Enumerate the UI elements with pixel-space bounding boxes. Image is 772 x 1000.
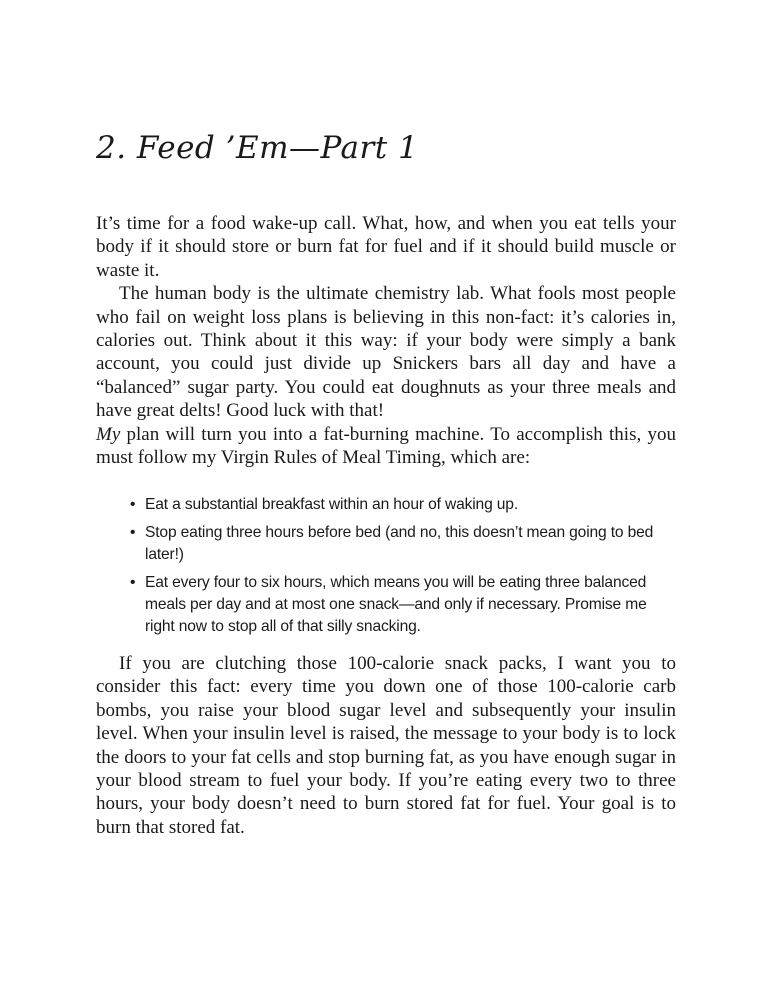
closing-section (96, 652, 676, 839)
intro-paragraph-3-text: plan will turn you into a fat-burning machine. To accomplish this, you must follow my Virgin Rules of Meal Timing, which are: (96, 423, 676, 469)
intro-paragraph-3 (96, 423, 676, 470)
intro-paragraph-1: It’s time for a food wake-up call. What, how, and when you eat tells your body if it should store or burn fat for fuel and if it should build muscle or waste it. (96, 213, 676, 281)
list-item (130, 522, 670, 566)
bullet-icon: • (130, 496, 136, 513)
list-item (130, 572, 670, 638)
list-item-text: Stop eating three hours before bed (and no, this doesn’t mean going to bed later!) (145, 524, 654, 563)
list-item-text: Eat every four to six hours, which means you will be eating three balanced meals per day and at most one snack—and only if necessary. Promise me right now to stop all of that silly snacking. (145, 574, 647, 635)
closing-paragraph: If you are clutching those 100-calorie snack packs, I want you to consider this fact: every time you down one of those 100-calorie carb bombs, you raise your blood sugar level and subsequently your insulin level. When your insulin level is raised, the message to your body is to lock the doors to your fat cells and stop burning fat, as you have enough sugar in your blood stream to fuel your body. If you’re eating every two to three hours, your body doesn’t need to burn stored fat for fuel. Your goal is to burn that stored fat. (96, 653, 676, 838)
emphasis-word: My (96, 423, 121, 445)
bullet-icon: • (130, 574, 136, 591)
intro-section (96, 212, 676, 469)
chapter-title: 2. Feed ’Em—Part 1 (96, 130, 419, 166)
intro-paragraph-2: The human body is the ultimate chemistry lab. What fools most people who fail on weight loss plans is believing in this non-fact: it’s calories in, calories out. Think about it this way: if your body were simply a bank account, you could just divide up Snickers bars all day and have a “balanced” sugar party. You could eat doughnuts as your three meals and have great delts! Good luck with that! (96, 283, 676, 422)
meal-timing-rules-list (130, 494, 670, 644)
bullet-icon: • (130, 524, 136, 541)
list-item-text: Eat a substantial breakfast within an hour of waking up. (145, 496, 519, 513)
list-item (130, 494, 670, 516)
